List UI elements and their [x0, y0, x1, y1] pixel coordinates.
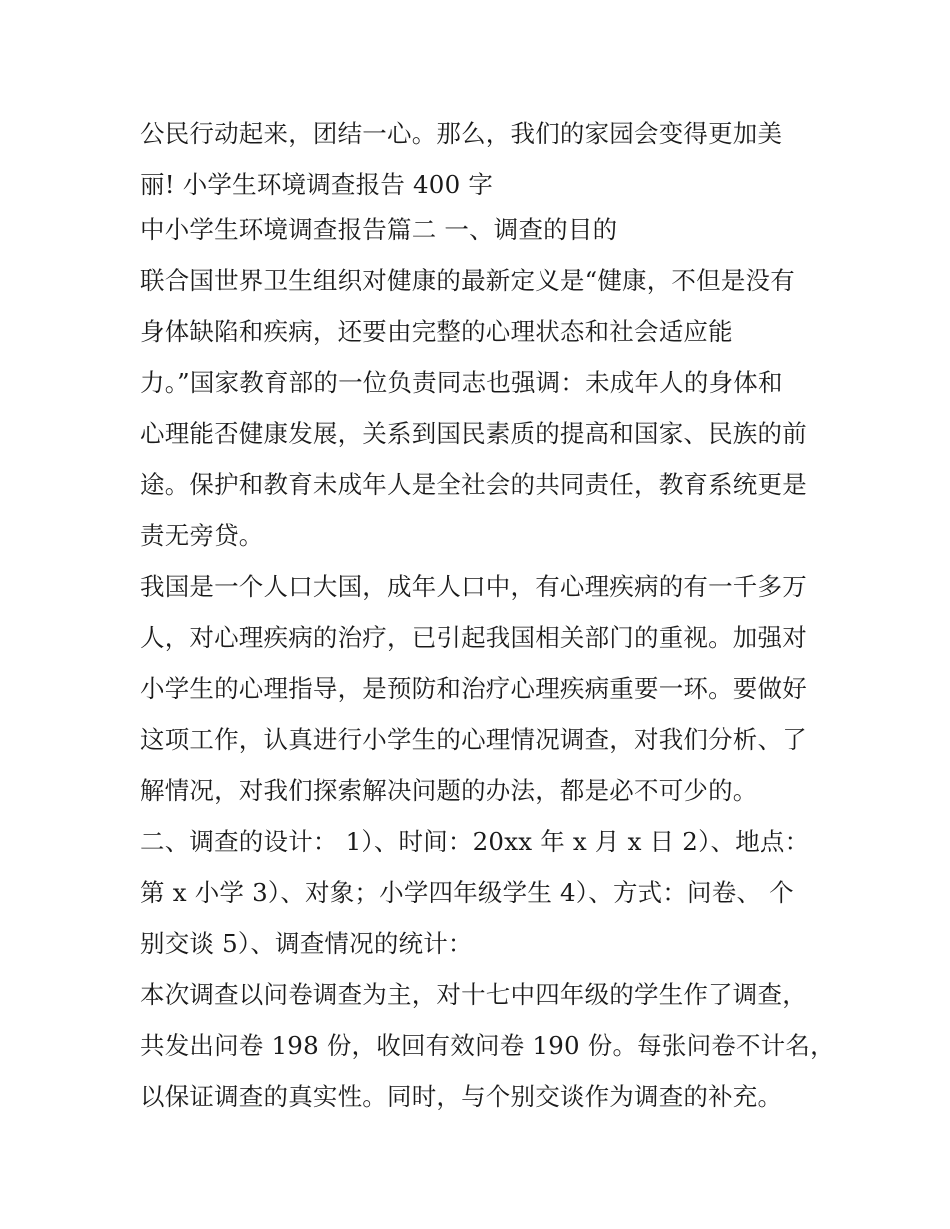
text-line: 本次调查以问卷调查为主，对十七中四年级的学生作了调查，: [140, 980, 807, 1009]
text-line: 责无旁贷。: [140, 521, 264, 550]
text-line: 第 x 小学 3）、对象；小学四年级学生 4）、方式：问卷、 个: [140, 878, 794, 907]
text-line: 共发出问卷 198 份，收回有效问卷 190 份。每张问卷不计名，: [140, 1031, 835, 1060]
text-line: 心理能否健康发展，关系到国民素质的提高和国家、民族的前: [140, 419, 807, 448]
document-body: [140, 108, 835, 1122]
text-line: 人，对心理疾病的治疗，已引起我国相关部门的重视。加强对: [140, 623, 807, 652]
text-line: 小学生的心理指导，是预防和治疗心理疾病重要一环。要做好: [140, 674, 807, 703]
text-line: 途。保护和教育未成年人是全社会的共同责任，教育系统更是: [140, 470, 807, 499]
text-line: 丽! 小学生环境调查报告 400 字: [140, 170, 494, 199]
text-line: 解情况，对我们探索解决问题的办法，都是必不可少的。: [140, 776, 758, 805]
text-line: 我国是一个人口大国，成年人口中，有心理疾病的有一千多万: [140, 572, 807, 601]
section-heading: 中小学生环境调查报告篇二 一、调查的目的: [140, 215, 618, 244]
text-line: 公民行动起来，团结一心。那么，我们的家园会变得更加美: [140, 119, 783, 148]
text-line: 这项工作，认真进行小学生的心理情况调查，对我们分析、了: [140, 725, 807, 754]
text-line: 二、调查的设计： 1）、时间：20xx 年 x 月 x 日 2）、地点：: [140, 827, 810, 856]
text-line: 联合国世界卫生组织对健康的最新定义是“健康，不但是没有: [140, 266, 795, 295]
text-line: 别交谈 5）、调查情况的统计：: [140, 929, 473, 958]
text-line: 以保证调查的真实性。同时，与个别交谈作为调查的补充。: [140, 1082, 783, 1111]
text-line: 力。”国家教育部的一位负责同志也强调：未成年人的身体和: [140, 368, 783, 397]
text-line: 身体缺陷和疾病，还要由完整的心理状态和社会适应能: [140, 317, 733, 346]
